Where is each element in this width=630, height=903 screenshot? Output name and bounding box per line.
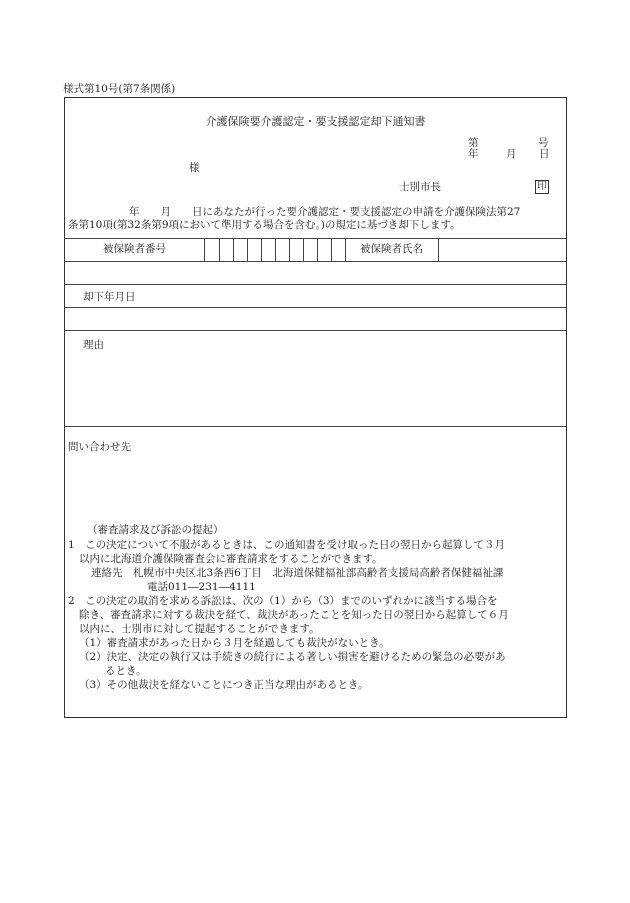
body-line-1: 年 月 日にあなたが行った要介護認定・要支援認定の申請を介護保険法第27 <box>129 206 521 218</box>
divider <box>65 426 566 427</box>
body-line-2: 条第10項(第32条第9項において準用する場合を含む。)の規定に基づき却下します。 <box>68 219 461 231</box>
date-day: 日 <box>539 148 550 160</box>
notice-line: 除き、審査請求に対する裁決を経て、裁決があったことを知った日の翌日から起算して６月 <box>79 609 509 621</box>
digit-cell <box>275 238 276 261</box>
notice-line: （2）決定、決定の執行又は手続きの続行による著しい損害を避けるための緊急の必要があ <box>79 651 506 663</box>
rejection-date-label: 却下年月日 <box>83 291 136 303</box>
digit-cell <box>289 238 290 261</box>
notice-heading: （審査請求及び訴訟の提起） <box>87 524 224 536</box>
number-dai: 第 <box>468 137 479 149</box>
issuer-name: 士別市長 <box>399 181 441 193</box>
digit-cell <box>303 238 304 261</box>
divider <box>65 284 566 285</box>
digit-cell <box>331 238 332 261</box>
notice-line: 1 この決定について不服があるときは、この通知書を受け取った日の翌日から起算して３月 <box>68 539 505 551</box>
notice-form <box>64 97 567 718</box>
inquiry-label: 問い合わせ先 <box>68 441 131 453</box>
digit-cell <box>247 238 248 261</box>
seal-stamp: 印 <box>537 181 547 192</box>
form-title: 介護保険要介護認定・要支援認定却下通知書 <box>205 115 426 128</box>
notice-line: るとき。 <box>105 665 147 677</box>
divider <box>65 261 566 262</box>
date-month: 月 <box>506 148 517 160</box>
notice-line: （3）その他裁決を経ないことにつき正当な理由があるとき。 <box>79 679 369 691</box>
reason-label: 理由 <box>83 339 104 351</box>
digit-cell <box>317 238 318 261</box>
divider <box>65 330 566 331</box>
insured-name-label: 被保険者氏名 <box>360 243 423 255</box>
divider <box>65 307 566 308</box>
cell-divider <box>204 238 205 261</box>
notice-line: 以内に、士別市に対して提起することができます。 <box>79 623 320 635</box>
notice-line: 連絡先 札幌市中央区北3条西6丁目 北海道保健福祉部高齢者支援局高齢者保健福祉課 <box>91 567 504 579</box>
digit-cell <box>233 238 234 261</box>
digit-cell <box>261 238 262 261</box>
number-go: 号 <box>538 137 549 149</box>
cell-divider <box>438 238 439 261</box>
notice-line: 2 この決定の取消を求める訴訟は、次の（1）から（3）までのいずれかに該当する場合を <box>68 595 498 607</box>
notice-line: 電話011―231―4111 <box>147 581 256 593</box>
form-label: 様式第10号(第7条関係) <box>63 83 176 95</box>
addressee-sama: 様 <box>189 162 200 174</box>
insured-number-label: 被保険者番号 <box>103 243 166 255</box>
date-year: 年 <box>468 148 479 160</box>
notice-line: 以内に北海道介護保険審査会に審査請求をすることができます。 <box>79 553 383 565</box>
digit-cell <box>219 238 220 261</box>
divider <box>65 238 566 239</box>
notice-line: （1）審査請求があった日から３月を経過しても裁決がないとき。 <box>79 637 390 649</box>
